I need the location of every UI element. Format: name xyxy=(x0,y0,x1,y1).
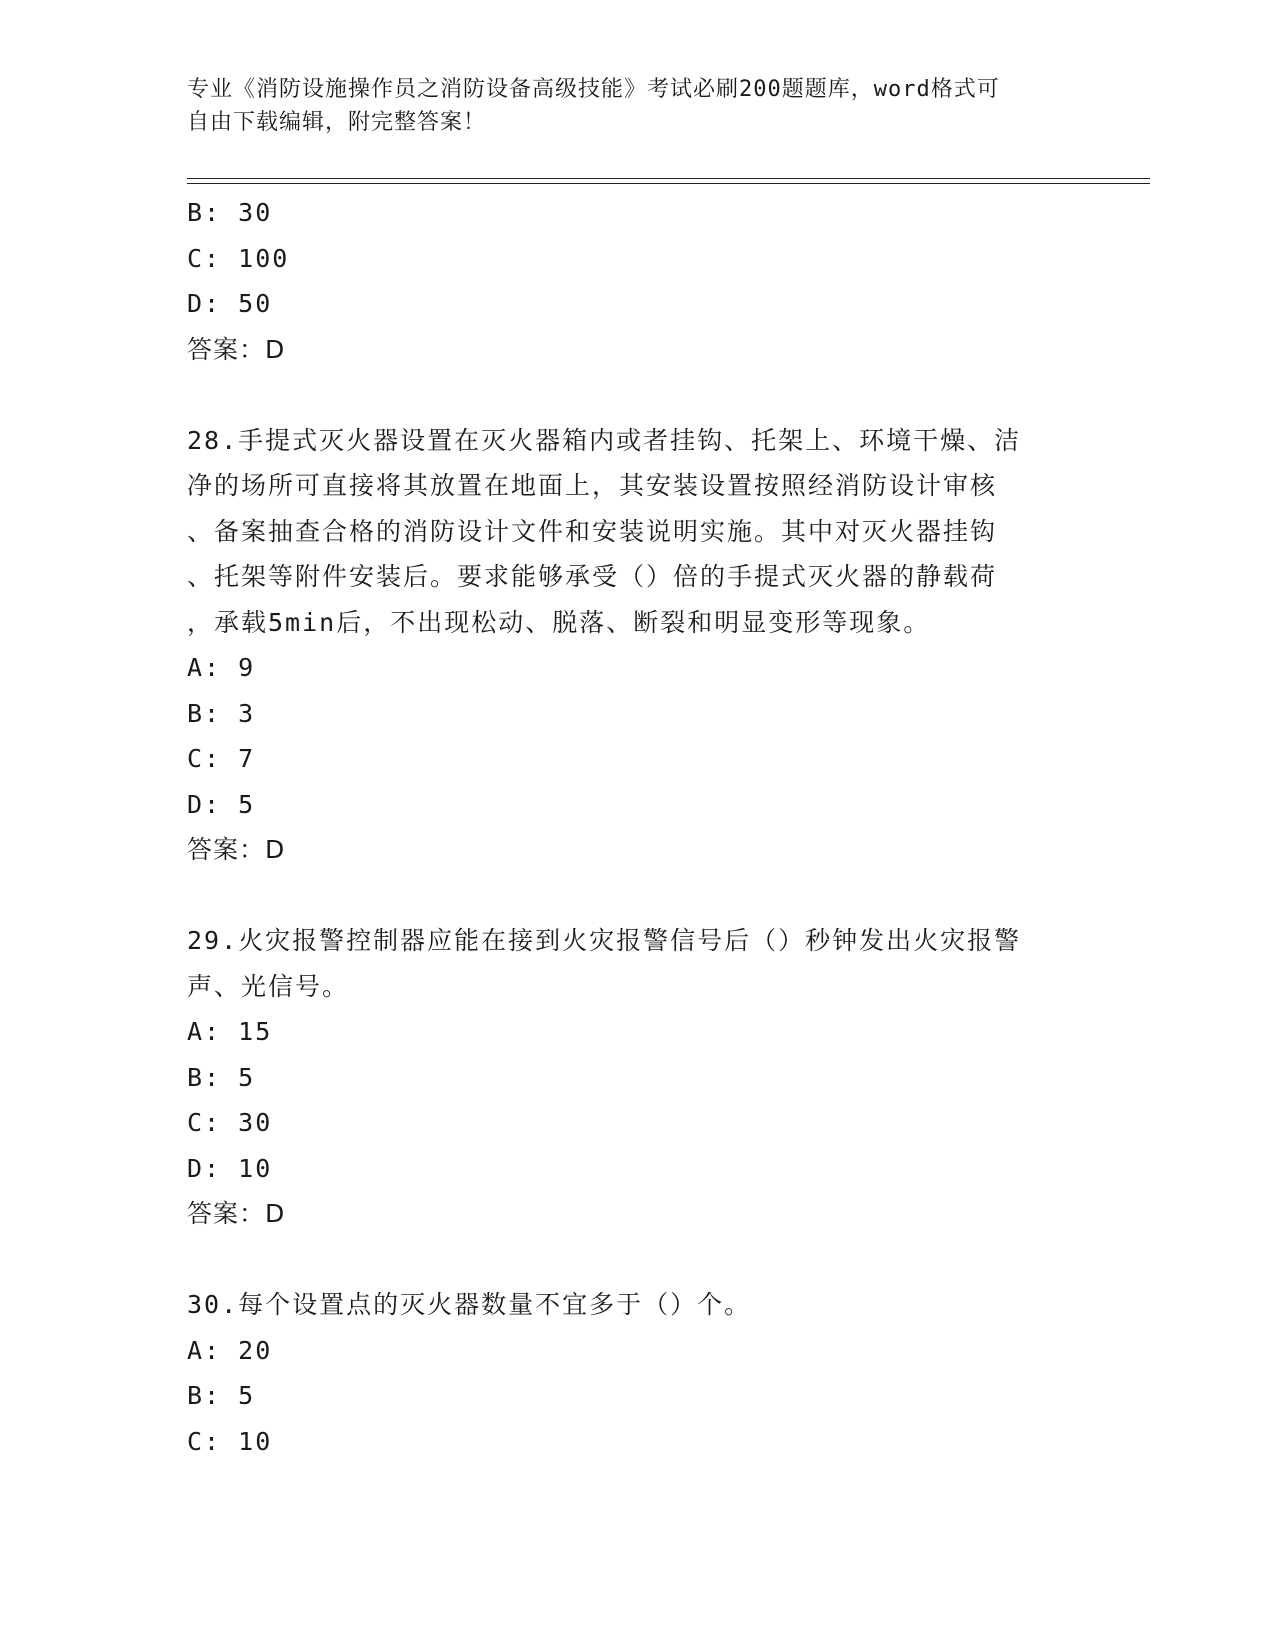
question-text-line: 29.火灾报警控制器应能在接到火灾报警信号后（）秒钟发出火灾报警 xyxy=(187,926,1022,955)
option-d: D: 10 xyxy=(187,1153,273,1183)
question-text-line: 、托架等附件安装后。要求能够承受（）倍的手提式灭火器的静载荷 xyxy=(187,562,998,591)
option-c: C: 30 xyxy=(187,1108,273,1137)
header-divider-bottom xyxy=(187,183,1150,184)
question-28 xyxy=(187,418,1087,873)
option-b: B: 3 xyxy=(187,698,256,728)
question-27-continued xyxy=(187,190,1087,372)
question-text-line: 30.每个设置点的灭火器数量不宜多于（）个。 xyxy=(187,1290,752,1319)
question-29 xyxy=(187,918,1087,1237)
option-a: A: 15 xyxy=(187,1017,273,1046)
answer: 答案：D xyxy=(187,334,286,364)
question-text-line: 净的场所可直接将其放置在地面上，其安装设置按照经消防设计审核 xyxy=(187,471,998,500)
option-c: C: 10 xyxy=(187,1426,273,1456)
option-a: A: 20 xyxy=(187,1335,273,1365)
option-d: D: 5 xyxy=(187,789,256,819)
option-b: B: 30 xyxy=(187,198,273,227)
question-list xyxy=(187,190,1087,1464)
question-text-line: 28.手提式灭火器设置在灭火器箱内或者挂钩、托架上、环境干燥、洁 xyxy=(187,425,1022,455)
document-header xyxy=(187,73,1067,139)
question-30 xyxy=(187,1282,1087,1464)
answer: 答案：D xyxy=(187,1199,286,1228)
option-b: B: 5 xyxy=(187,1381,256,1410)
question-text-line: 声、光信号。 xyxy=(187,971,350,1001)
answer: 答案：D xyxy=(187,835,286,864)
option-b: B: 5 xyxy=(187,1062,256,1092)
header-divider-top xyxy=(187,178,1150,179)
option-c: C: 7 xyxy=(187,744,256,773)
option-d: D: 50 xyxy=(187,289,273,318)
header-line-2: 自由下载编辑，附完整答案！ xyxy=(187,110,487,135)
option-c: C: 100 xyxy=(187,243,290,273)
header-line-1: 专业《消防设施操作员之消防设备高级技能》考试必刷200题题库，word格式可 xyxy=(187,77,1000,102)
option-a: A: 9 xyxy=(187,653,256,682)
question-text-line: ，承载5min后，不出现松动、脱落、断裂和明显变形等现象。 xyxy=(187,607,931,637)
question-text-line: 、备案抽查合格的消防设计文件和安装说明实施。其中对灭火器挂钩 xyxy=(187,516,998,546)
